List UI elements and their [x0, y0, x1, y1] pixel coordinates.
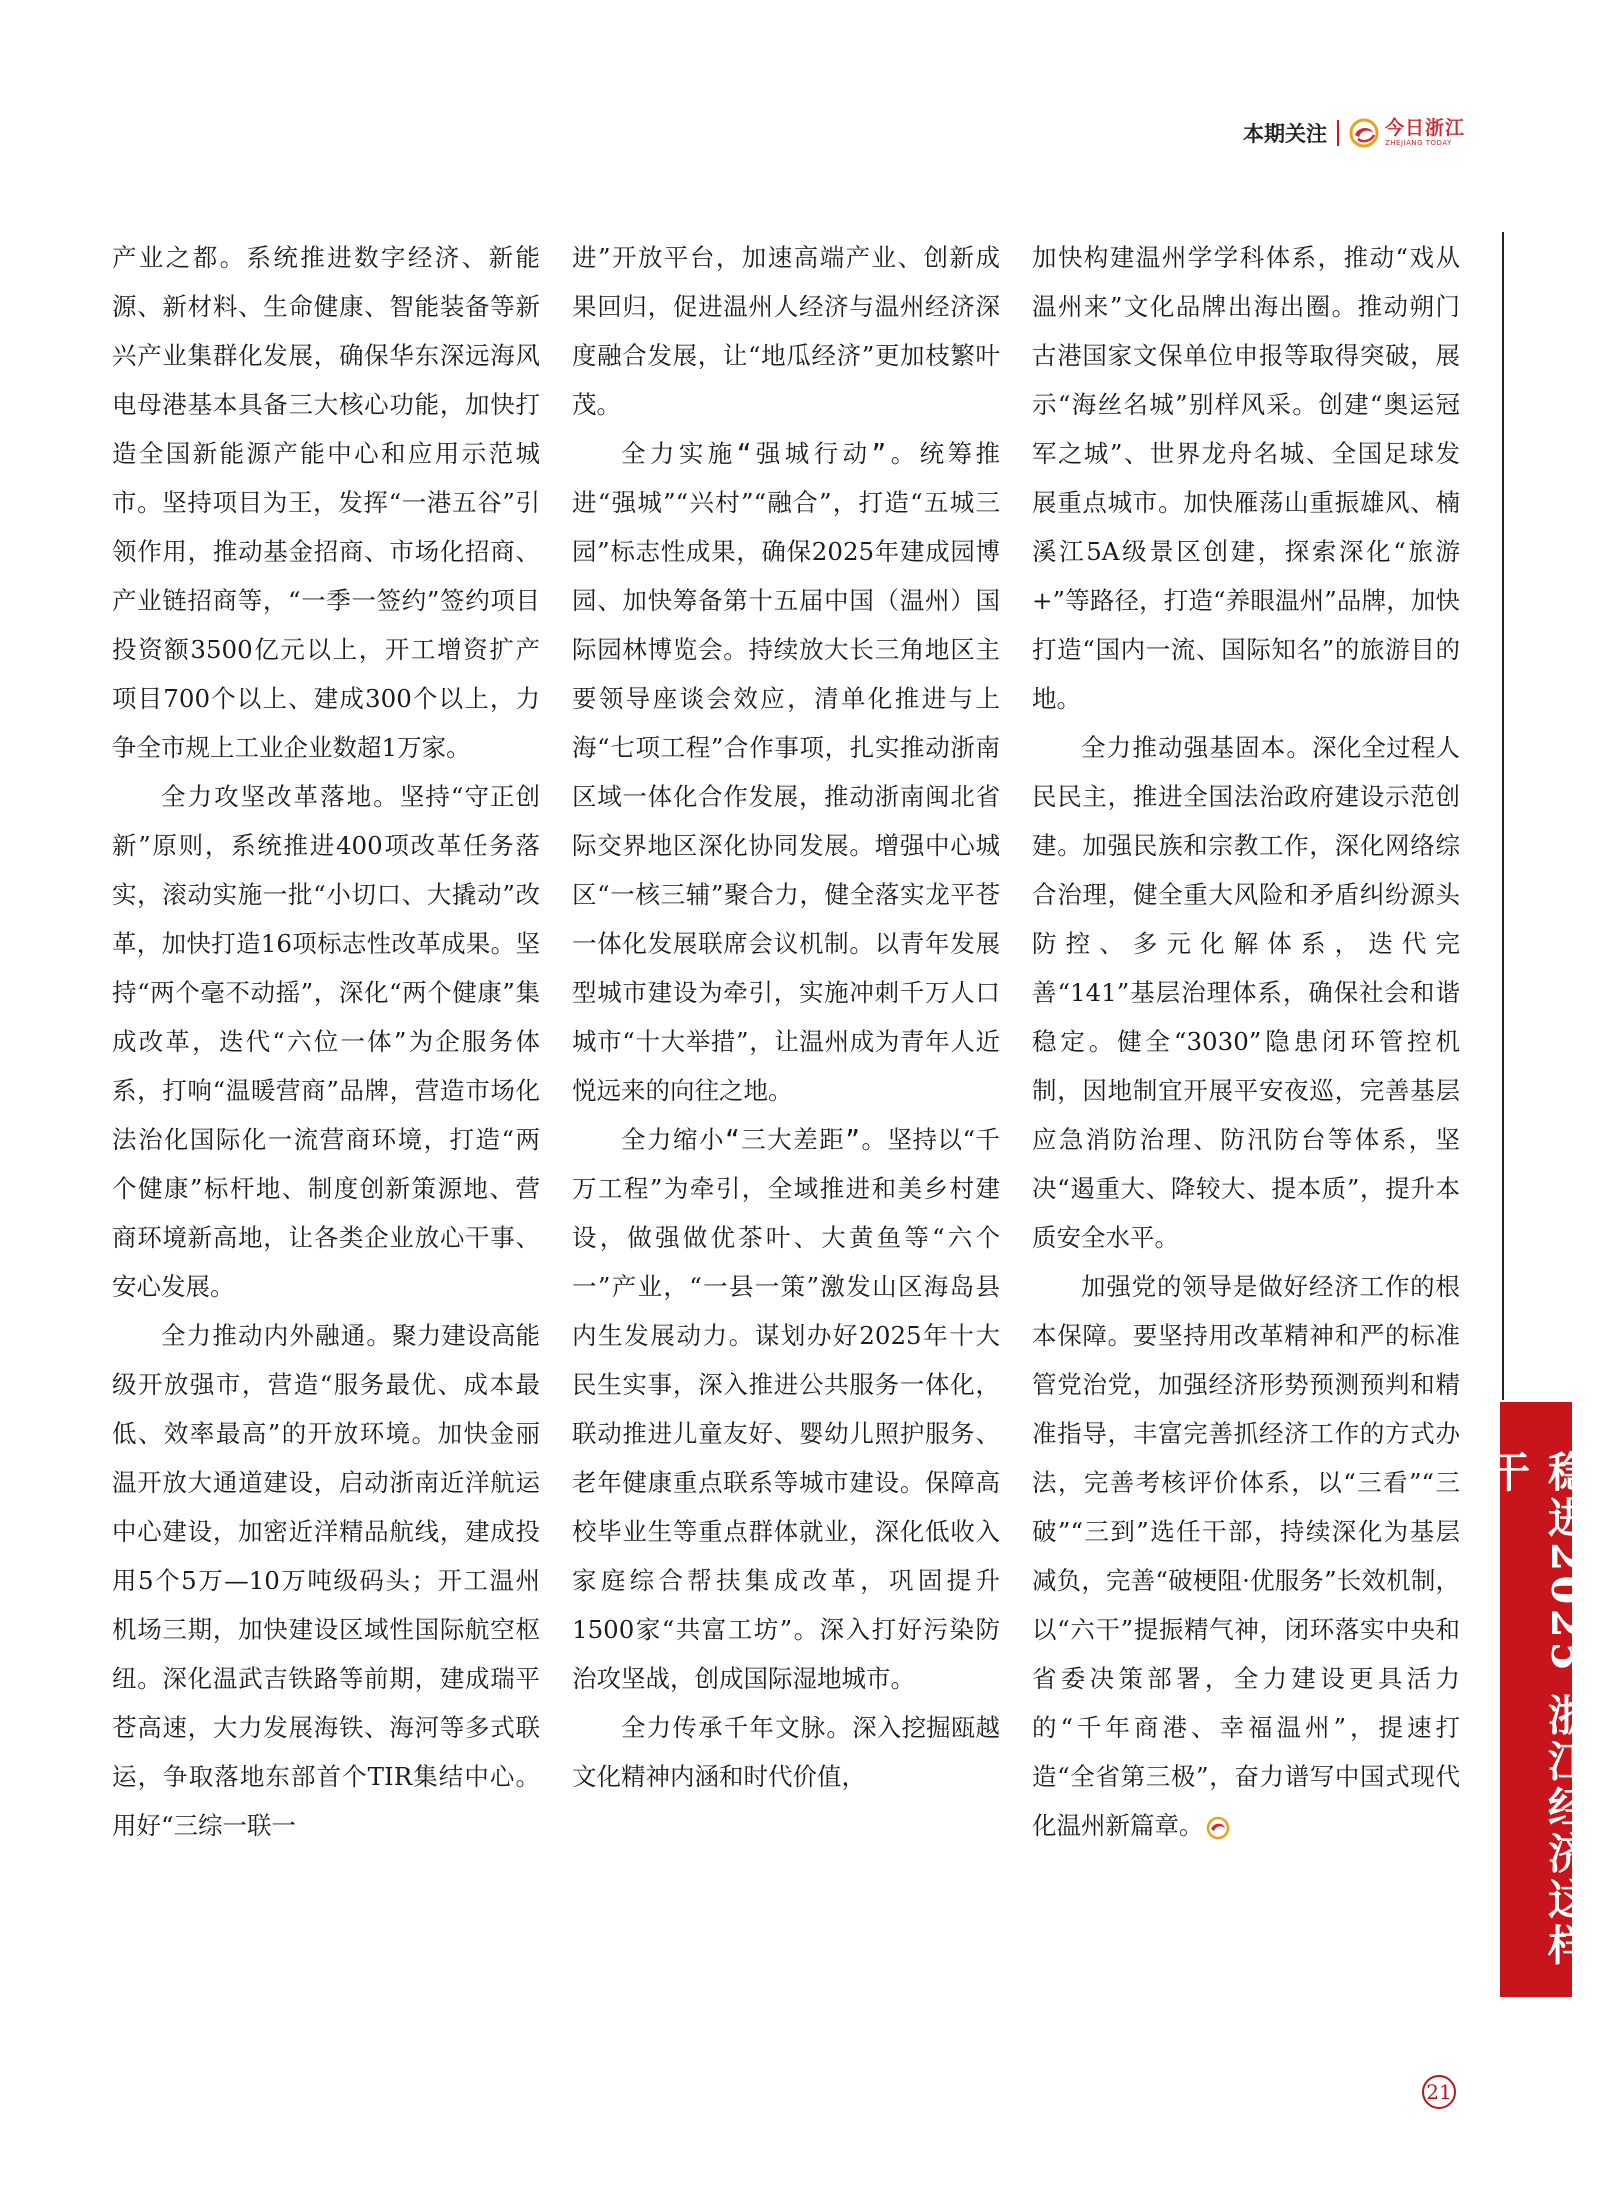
col2-paragraph-3	[572, 1115, 1000, 1703]
col2-p4-lead: 全力传承千年文脉。	[621, 1713, 853, 1742]
article-column-2	[572, 233, 1000, 1801]
col1-p3-lead: 全力推动内外融通。	[161, 1321, 393, 1350]
col1-p2-lead: 全力攻坚改革落地。	[161, 782, 400, 811]
col3-p2-body: 深化全过程人民民主，推进全国法治政府建设示范创建。加强民族和宗教工作，深化网络综合治理，健全重大风险和矛盾纠纷源头防控、多元化解体系，迭代完善“141”基层治理体系，确保社会和谐稳定。健全“3030”隐患闭环管控机制，因地制宜开展平安夜巡，完善基层应急消防治理、防汛防台等体系，坚决“遏重大、降较大、提本质”，提升本质安全水平。	[1032, 733, 1461, 1252]
col1-paragraph-3	[112, 1311, 540, 1850]
page-number: 21	[1422, 2075, 1456, 2109]
col3-paragraph-1: 加快构建温州学学科体系，推动“戏从温州来”文化品牌出海出圈。推动朔门古港国家文保单位申报等取得突破，展示“海丝名城”别样风采。创建“奥运冠军之城”、世界龙舟名城、全国足球发展重点城市。加快雁荡山重振雄风、楠溪江5A级景区创建，探索深化“旅游+”等路径，打造“养眼温州”品牌，加快打造“国内一流、国际知名”的旅游目的地。	[1032, 243, 1460, 713]
col3-paragraph-2	[1032, 723, 1460, 1262]
brand-subtitle: ZHEJIANG TODAY	[1384, 139, 1452, 147]
page-header	[1243, 118, 1465, 148]
brand-name: 今日浙江	[1384, 117, 1465, 139]
col1-paragraph-1: 产业之都。系统推进数字经济、新能源、新材料、生命健康、智能装备等新兴产业集群化发展，确保华东深远海风电母港基本具备三大核心功能，加快打造全国新能源产能中心和应用示范城市。坚持项目为王，发挥“一港五谷”引领作用，推动基金招商、市场化招商、产业链招商等，“一季一签约”签约项目投资额3500亿元以上，开工增资扩产项目700个以上、建成300个以上，力争全市规上工业企业数超1万家。	[112, 243, 540, 762]
end-mark-icon	[1206, 1816, 1230, 1840]
col2-p2-lead: 全力实施“强城行动”。	[621, 439, 920, 468]
col1-paragraph-2	[112, 772, 540, 1311]
col2-p3-body: 坚持以“千万工程”为牵引，全域推进和美乡村建设，做强做优茶叶、大黄鱼等“六个一”产业，“一县一策”激发山区海岛县内生发展动力。谋划办好2025年十大民生实事，深入推进公共服务一体化，联动推进儿童友好、婴幼儿照护服务、老年健康重点联系等城市建设。保障高校毕业生等重点群体就业，深化低收入家庭综合帮扶集成改革，巩固提升1500家“共富工坊”。深入打好污染防治攻坚战，创成国际湿地城市。	[572, 1125, 1001, 1693]
col1-p2-body: 坚持“守正创新”原则，系统推进400项改革任务落实，滚动实施一批“小切口、大撬动”改革，加快打造16项标志性改革成果。坚持“两个毫不动摇”，深化“两个健康”集成改革，迭代“六位一体”为企服务体系，打响“温暖营商”品牌，营造市场化法治化国际化一流营商环境，打造“两个健康”标杆地、制度创新策源地、营商环境新高地，让各类企业放心干事、安心发展。	[112, 782, 541, 1301]
side-banner	[1482, 1402, 1591, 1997]
col2-p2-body: 统筹推进“强城”“兴村”“融合”，打造“五城三园”标志性成果，确保2025年建成园博园、加快筹备第十五届中国（温州）国际园林博览会。持续放大长三角地区主要领导座谈会效应，清单化推进与上海“七项工程”合作事项，扎实推动浙南区域一体化合作发展，推动浙南闽北省际交界地区深化协同发展。增强中心城区“一核三辅”聚合力，健全落实龙平苍一体化发展联席会议机制。以青年发展型城市建设为牵引，实施冲刺千万人口城市“十大举措”，让温州成为青年人近悦远来的向往之地。	[572, 439, 1001, 1105]
col2-p4-body: 深入挖掘瓯越文化精神内涵和时代价值，	[572, 1713, 1001, 1791]
col3-p3-body: 加强党的领导是做好经济工作的根本保障。要坚持用改革精神和严的标准管党治党，加强经济形势预测预判和精准指导，丰富完善抓经济工作的方式办法，完善考核评价体系，以“三看”“三破”“三到”选任干部，持续深化为基层减负，完善“破梗阻·优服务”长效机制，以“六干”提振精气神，闭环落实中央和省委决策部署，全力建设更具活力的“千年商港、幸福温州”，提速打造“全省第三极”，奋力谱写中国式现代化温州新篇章。	[1032, 1272, 1460, 1840]
side-banner-text: 稳进2025 浙江经济这样干	[1482, 1450, 1591, 1970]
col2-paragraph-4	[572, 1703, 1000, 1801]
col2-p3-lead: 全力缩小“三大差距”。	[621, 1125, 888, 1154]
col3-p2-lead: 全力推动强基固本。	[1081, 733, 1313, 762]
col2-paragraph-1: 进”开放平台，加速高端产业、创新成果回归，促进温州人经济与温州经济深度融合发展，让“地瓜经济”更加枝繁叶茂。	[572, 243, 1000, 419]
col2-paragraph-2	[572, 429, 1000, 1115]
brand-logo	[1349, 118, 1465, 148]
header-divider	[1337, 120, 1339, 146]
brand-swirl-icon	[1349, 118, 1379, 148]
article-column-1	[112, 233, 540, 1850]
col3-paragraph-3	[1032, 1262, 1460, 1850]
article-column-3	[1032, 233, 1460, 1850]
section-label: 本期关注	[1242, 122, 1327, 146]
column-divider	[1502, 232, 1504, 1400]
col1-p3-body: 聚力建设高能级开放强市，营造“服务最优、成本最低、效率最高”的开放环境。加快金丽温开放大通道建设，启动浙南近洋航运中心建设，加密近洋精品航线，建成投用5个5万—10万吨级码头；开工温州机场三期，加快建设区域性国际航空枢纽。深化温武吉铁路等前期，建成瑞平苍高速，大力发展海铁、海河等多式联运，争取落地东部首个TIR集结中心。用好“三综一联一	[112, 1321, 541, 1840]
